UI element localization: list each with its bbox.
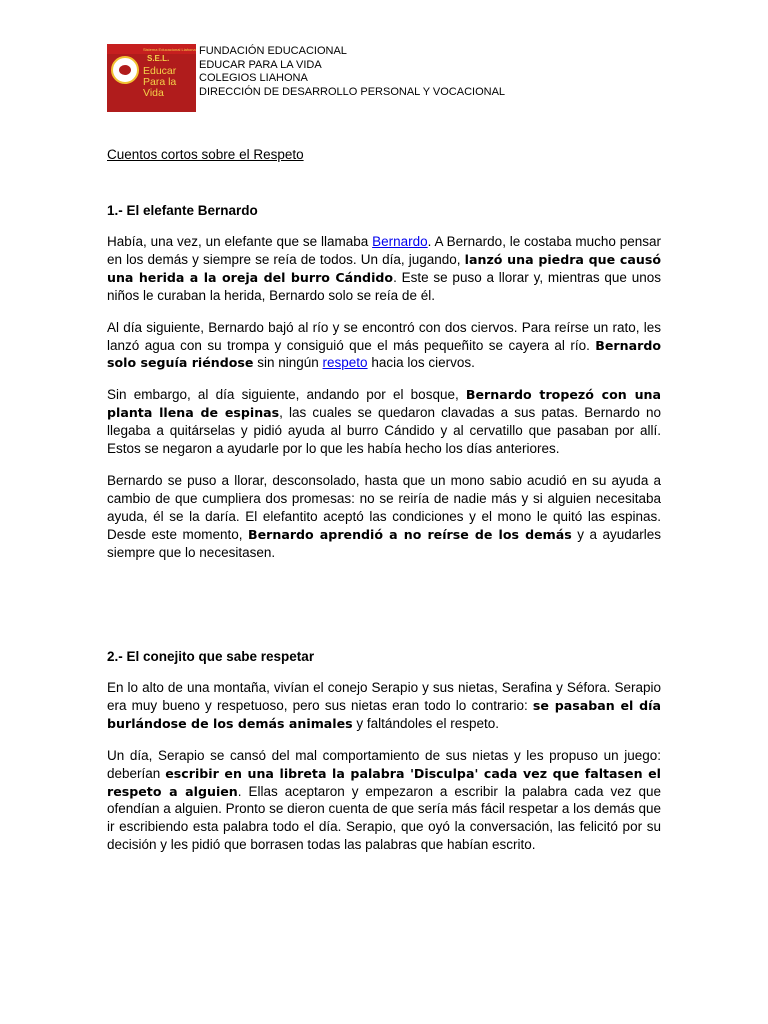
story-title: 1.- El elefante Bernardo: [107, 203, 258, 218]
logo-text-line: Para la: [143, 76, 177, 88]
text-run: . Ellas aceptaron y empezaron a escribir la palabra cada vez que ofendían a alguien. Pronto se dieron cuenta de que sería más fácil respetar a los demás que ir escribiendo esta palabra todo el día. Serapio, que oyó la conversación, las felicitó por su decisión y les pidió que borrasen todas las palabras que habían escrito.: [107, 783, 661, 853]
logo-text-line: Educar: [143, 65, 177, 77]
text-run: hacia los ciervos.: [367, 355, 475, 371]
institution-line: COLEGIOS LIAHONA: [199, 72, 308, 84]
logo-text-line: Vida: [143, 87, 164, 99]
story-title: 2.- El conejito que sabe respetar: [107, 649, 315, 664]
institution-line: DIRECCIÓN DE DESARROLLO PERSONAL Y VOCACIONAL: [199, 85, 506, 98]
letterhead: [107, 44, 661, 114]
institution-line: FUNDACIÓN EDUCACIONAL: [199, 45, 347, 57]
institution-line: EDUCAR PARA LA VIDA: [199, 58, 322, 71]
school-logo: [107, 44, 196, 112]
paragraph: [107, 386, 661, 458]
paragraph: [107, 747, 661, 854]
logo-text: [143, 66, 176, 99]
paragraph: [107, 679, 661, 733]
text-run: En lo alto de una montaña, vivían el conejo Serapio y sus nietas, Serafina y Séfora. Serapio era muy bueno y respetuoso, pero sus nietas eran todo lo contrario:: [107, 680, 661, 713]
story-rabbit: [107, 649, 661, 868]
text-run: sin ningún: [253, 355, 323, 371]
logo-sel: S.E.L.: [147, 54, 170, 63]
paragraph: [107, 233, 661, 305]
paragraph: [107, 319, 661, 373]
bold-text: se pasaban el día burlándose de los demás animales: [107, 697, 661, 731]
bold-text: Bernardo solo seguía riéndose: [107, 337, 661, 371]
bold-text: Bernardo aprendió a no reírse de los demás: [248, 526, 572, 542]
bold-text: escribir en una libreta la palabra 'Disculpa' cada vez que faltasen el respeto a alguien: [107, 765, 661, 799]
text-run: Sin embargo, al día siguiente, andando por el bosque,: [107, 387, 466, 403]
story-elephant: [107, 203, 661, 576]
bold-text: lanzó una piedra que causó una herida a la oreja del burro Cándido: [107, 251, 662, 285]
text-run: . A Bernardo, le costaba mucho pensar en los demás y siempre se reía de todos. Un día, jugando,: [107, 234, 661, 267]
globe-icon: [111, 56, 139, 84]
text-run: Al día siguiente, Bernardo bajó al río y se encontró con dos ciervos. Para reírse un rato, les lanzó agua con su trompa y consiguió que el más pequeñito se cayera al río.: [107, 319, 661, 353]
document-title: Cuentos cortos sobre el Respeto: [107, 147, 304, 162]
bold-text: Bernardo tropezó con una planta llena de espinas: [107, 387, 662, 421]
institution-lines: [199, 45, 505, 99]
document-page: [107, 44, 662, 853]
link-respeto[interactable]: respeto: [322, 355, 368, 371]
paragraph: [107, 472, 661, 562]
text-run: , las cuales se quedaron clavadas a sus patas. Bernardo no llegaba a quitárselas y pidió ayuda al burro Cándido y al cervatillo que pasaban por allí. Estos se negaron a ayudarle por lo que les había hecho los días anteriores.: [107, 405, 661, 457]
text-run: y a ayudarles siempre que lo necesitasen.: [107, 526, 662, 560]
logo-tiny-text: Sistema Educacional Liahona: [143, 47, 196, 52]
text-run: . Este se puso a llorar y, mientras que unos niños le curaban la herida, Bernardo solo se reía de él.: [107, 269, 661, 303]
text-run: Había, una vez, un elefante que se llamaba: [107, 234, 373, 249]
text-run: Bernardo se puso a llorar, desconsolado, hasta que un mono sabio acudió en su ayuda a cambio de que cumpliera dos promesas: no se reiría de nadie más y si alguien necesitaba ayuda, él se la daría. El elefantito aceptó las condiciones y el mono le quitó las espinas. Desde este momento,: [107, 472, 661, 542]
link-bernardo[interactable]: Bernardo: [372, 234, 428, 249]
text-run: Un día, Serapio se cansó del mal comportamiento de sus nietas y les propuso un juego: deberían: [107, 747, 661, 781]
text-run: y faltándoles el respeto.: [352, 715, 500, 731]
